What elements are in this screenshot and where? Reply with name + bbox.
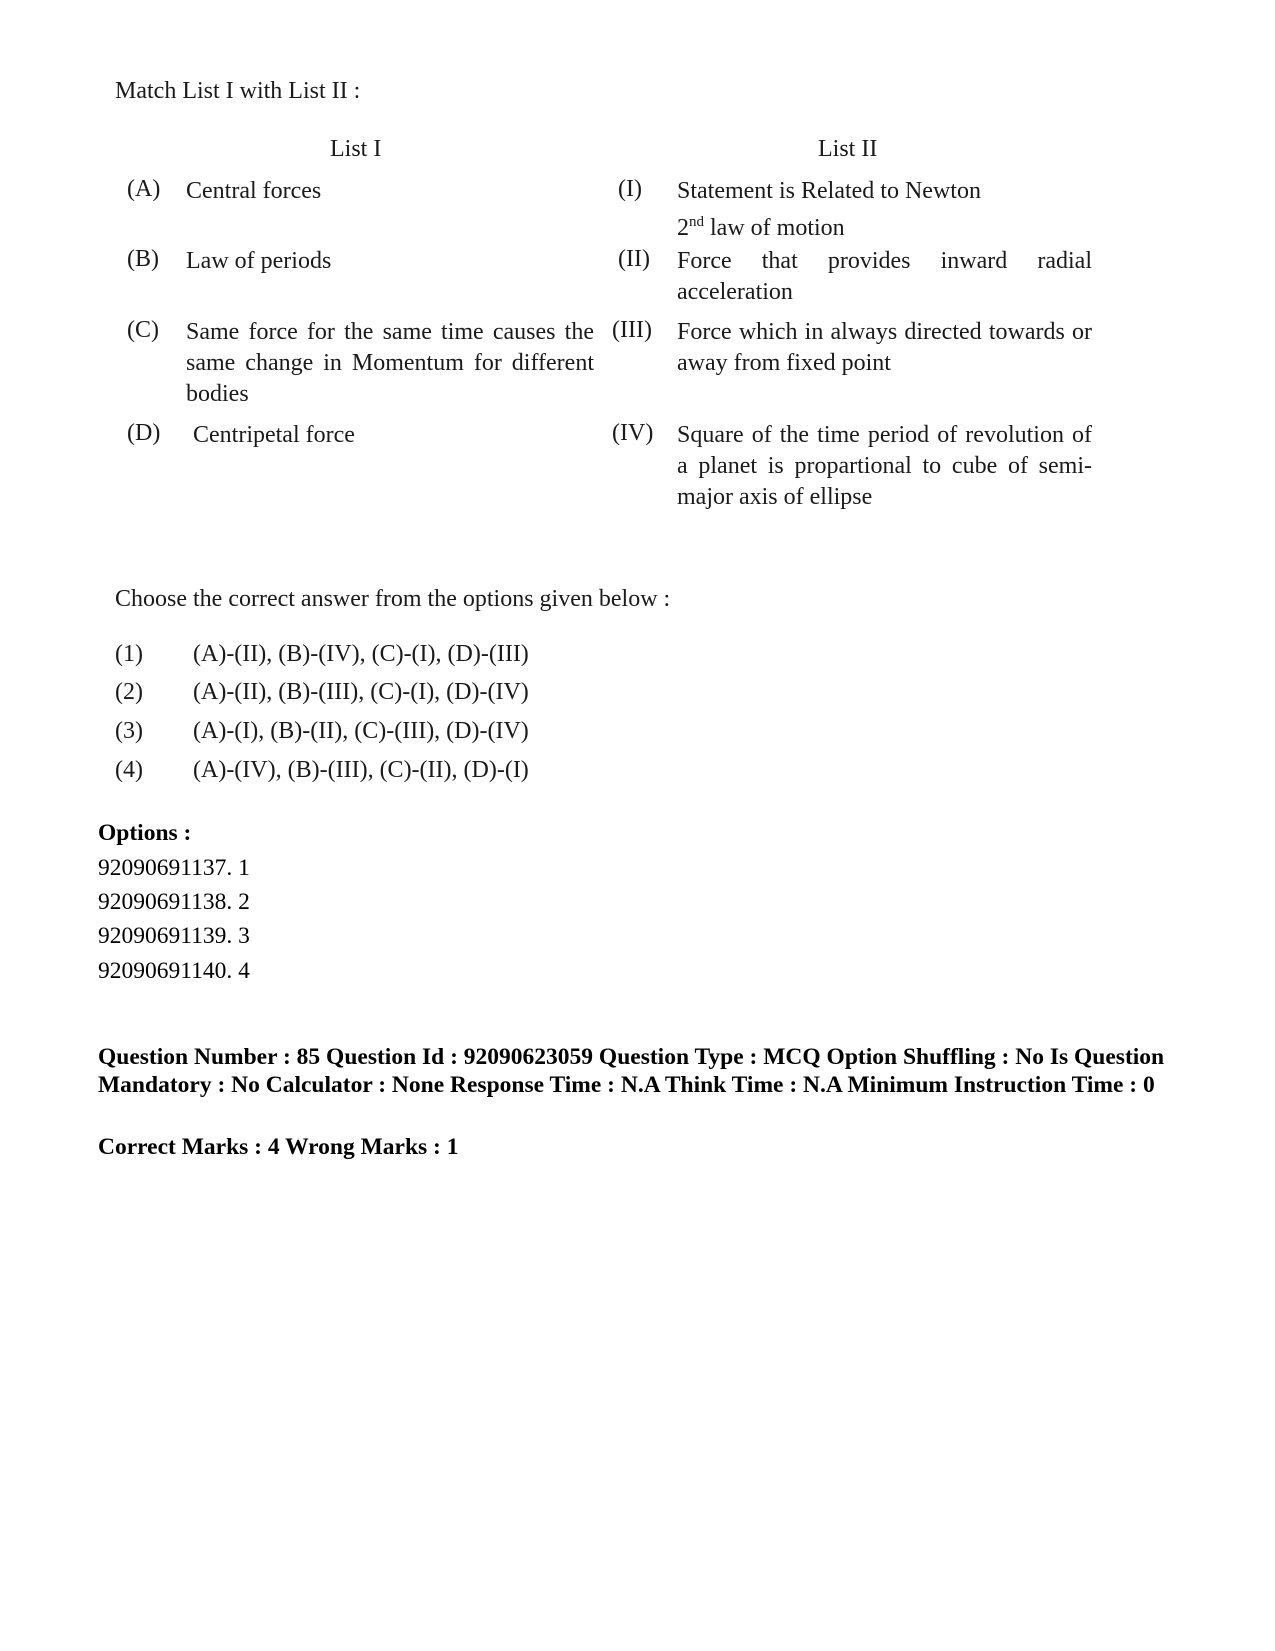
list-1-label-a: (A) [127,176,161,202]
answer-number-2: (2) [115,679,143,705]
list-1-text-a: Central forces [186,178,322,204]
option-line-2: 92090691138. 2 [98,889,250,915]
answer-number-1: (1) [115,641,143,667]
list-1-text-b: Law of periods [186,248,332,274]
list-2-text-i-ordinal: 2 [677,215,689,241]
list-1-label-d: (D) [127,420,161,446]
list-1-label-c: (C) [127,317,159,343]
list-1-text-c: Same force for the same time causes the same change in Momentum for different bodies [186,319,594,407]
question-metadata: Question Number : 85 Question Id : 92090623059 Question Type : MCQ Option Shuffling : No Is Question Mandatory : No Calculator : None Response Time : N.A Think Time : N.A Minimum Instruction Time : 0 [98,1044,1165,1098]
option-line-3: 92090691139. 3 [98,923,250,949]
list-1-label-b: (B) [127,246,159,272]
list-2-text-ii: Force that provides inward radial acceleration [677,248,1092,305]
list-1-text-d: Centripetal force [193,422,355,448]
list-2-heading: List II [818,136,878,162]
options-heading: Options : [98,820,192,846]
option-line-4: 92090691140. 4 [98,958,250,984]
answer-number-3: (3) [115,718,143,744]
list-1-heading: List I [330,136,382,162]
question-intro: Match List I with List II : [115,78,361,104]
question-image [0,0,1275,800]
list-2-text-i-part1: Statement is Related to Newton [677,178,981,204]
choose-instruction: Choose the correct answer from the options given below : [115,586,671,612]
answer-text-2: (A)-(II), (B)-(III), (C)-(I), (D)-(IV) [193,679,529,705]
list-2-label-iii: (III) [612,317,652,343]
marks-info: Correct Marks : 4 Wrong Marks : 1 [98,1134,459,1160]
option-line-1: 92090691137. 1 [98,855,250,881]
answer-number-4: (4) [115,757,143,783]
list-2-text-iii: Force which in always directed towards or away from fixed point [677,319,1092,376]
answer-text-1: (A)-(II), (B)-(IV), (C)-(I), (D)-(III) [193,641,529,667]
list-2-label-iv: (IV) [612,420,654,446]
list-2-text-i [677,176,1092,244]
answer-text-4: (A)-(IV), (B)-(III), (C)-(II), (D)-(I) [193,757,529,783]
list-2-text-i-part2: law of motion [710,215,845,241]
list-2-text-i-sup: nd [689,214,704,230]
list-2-text-iv: Square of the time period of revolution of a planet is propartional to cube of semi-major axis of ellipse [677,422,1092,510]
list-2-label-i: (I) [618,176,642,202]
answer-text-3: (A)-(I), (B)-(II), (C)-(III), (D)-(IV) [193,718,529,744]
list-2-label-ii: (II) [618,246,650,272]
